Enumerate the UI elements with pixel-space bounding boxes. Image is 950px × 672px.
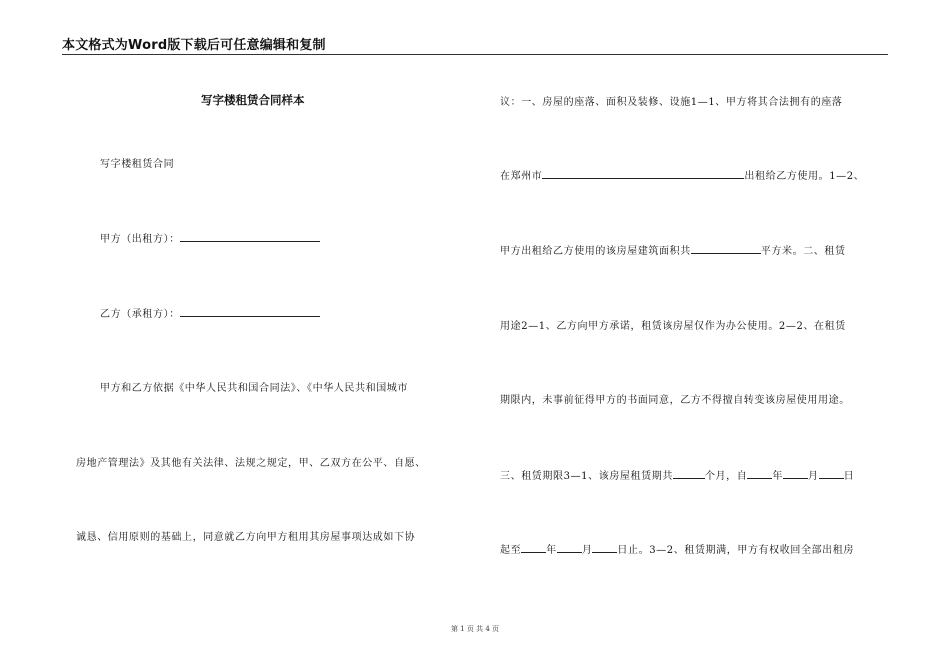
header-text: 本文格式为Word版下载后可任意编辑和复制 [62,38,326,53]
paragraph-line: 房地产管理法》及其他有关法律、法规之规定，甲、乙双方在公平、自愿、 [76,458,426,469]
page-number: 第 1 页 共 4 页 [450,625,500,633]
right-line-6: 三、租赁期限3—1、该房屋租赁期共 个月，自 年 月 日 [500,471,855,482]
contract-subtitle: 写字楼租赁合同 [100,159,175,170]
start-month-blank [783,477,808,479]
start-day-blank [819,477,844,479]
page-header [62,34,888,55]
party-b-line [100,305,320,320]
end-day-blank [592,551,617,553]
paragraph-line: 诚恳、信用原则的基础上，同意就乙方向甲方租用其房屋事项达成如下协 [76,532,416,543]
party-a-label: 甲方（出租方）： [100,234,180,245]
right-line-4: 用途2—1、乙方向甲方承诺，租赁该房屋仅作为办公使用。2—2、在租赁 [500,321,846,332]
paragraph-line: 甲方和乙方依据《中华人民共和国合同法》、《中华人民共和国城市 [100,383,408,394]
start-year-blank [747,477,772,479]
end-year-blank [521,551,546,553]
party-b-blank [180,315,320,317]
end-month-blank [557,551,582,553]
right-line-1: 议：一、房屋的座落、面积及装修、设施1—1、甲方将其合法拥有的座落 [500,97,843,108]
right-line-7: 起至 年 月 日止。3—2、租赁期满，甲方有权收回全部出租房 [500,545,854,556]
party-b-label: 乙方（承租方）： [100,309,180,320]
right-line-5: 期限内，未事前征得甲方的书面同意，乙方不得擅自转变该房屋使用用途。 [500,395,850,406]
party-a-blank [180,240,320,242]
party-a-line [100,230,320,245]
months-blank [673,477,705,479]
right-line-2: 在郑州市 出租给乙方使用。1—2、 [500,171,865,182]
document-title: 写字楼租赁合同样本 [201,93,305,107]
right-line-3: 甲方出租给乙方使用的该房屋建筑面积共 平方米。二、租赁 [500,246,846,257]
area-blank [691,252,761,254]
location-blank [542,177,744,179]
